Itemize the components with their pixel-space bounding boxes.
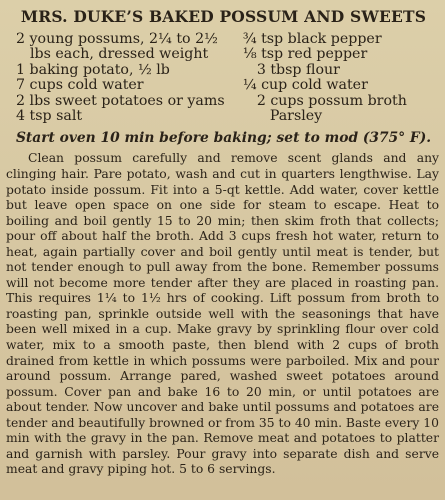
recipe-title: MRS. DUKE’S BAKED POSSUM AND SWEETS xyxy=(20,7,427,26)
ingredient-line: Parsley xyxy=(269,108,323,125)
ingredient-line: 7 cups cold water xyxy=(16,77,144,94)
ingredient-column-left xyxy=(16,32,243,124)
ingredient-line: 1 baking potato, ½ lb xyxy=(16,61,170,78)
ingredient-line: 3 tbsp flour xyxy=(256,61,340,78)
ingredient-line: ¾ tsp black pepper xyxy=(242,31,382,47)
ingredient-column-right xyxy=(243,32,409,124)
ingredient-line: 2 young possums, 2¼ to 2½ xyxy=(16,31,218,47)
ingredient-line: ⅛ tsp red pepper xyxy=(242,46,368,63)
ingredient-line: 2 lbs sweet potatoes or yams xyxy=(16,92,225,109)
ingredient-line: ¼ cup cold water xyxy=(242,77,368,94)
ingredient-line: lbs each, dressed weight xyxy=(30,46,209,63)
ingredient-list xyxy=(6,32,441,124)
ingredient-line: 4 tsp salt xyxy=(16,108,83,125)
oven-instruction: Start oven 10 min before baking; set to mod (375° F). xyxy=(15,130,432,147)
recipe-instructions: Clean possum carefully and remove scent glands and any clinging hair. Pare potato, wash and cut in quarters lengthwise. Lay potato inside possum. Fit into a 5-qt kettle. Add water, cover kettle but leave open space on one side for steam to escape. Heat to boiling and boil gently 15 to 20 min; then skim froth that collects; pour off about half the broth. Add 3 cups fresh hot water, return to heat, again partially cover and boil gently until meat is tender, but not tender enough to pull away from the bone. Remember possums will not become more tender after they are placed in roasting pan. This requires 1¼ to 1½ hrs of cooking. Lift possum from broth to roasting pan, sprinkle outside well with the seasonings that have been well mixed in a cup. Make gravy by sprinkling flour over cold water, mix to a smooth paste, then blend with 2 cups of broth drained from kettle in which possums were parboiled. Mix and pour around possum. Arrange pared, washed sweet potatoes around possum. Cover pan and bake 16 to 20 min, or until potatoes are about tender. Now uncover and bake until possums and potatoes are tender and beautifully browned or from 35 to 40 min. Baste every 10 min with the gravy in the pan. Remove meat and potatoes to platter and garnish with parsley. Pour gravy into separate dish and serve meat and gravy piping hot. 5 to 6 servings. xyxy=(6,151,439,477)
ingredient-line: 2 cups possum broth xyxy=(256,92,407,109)
